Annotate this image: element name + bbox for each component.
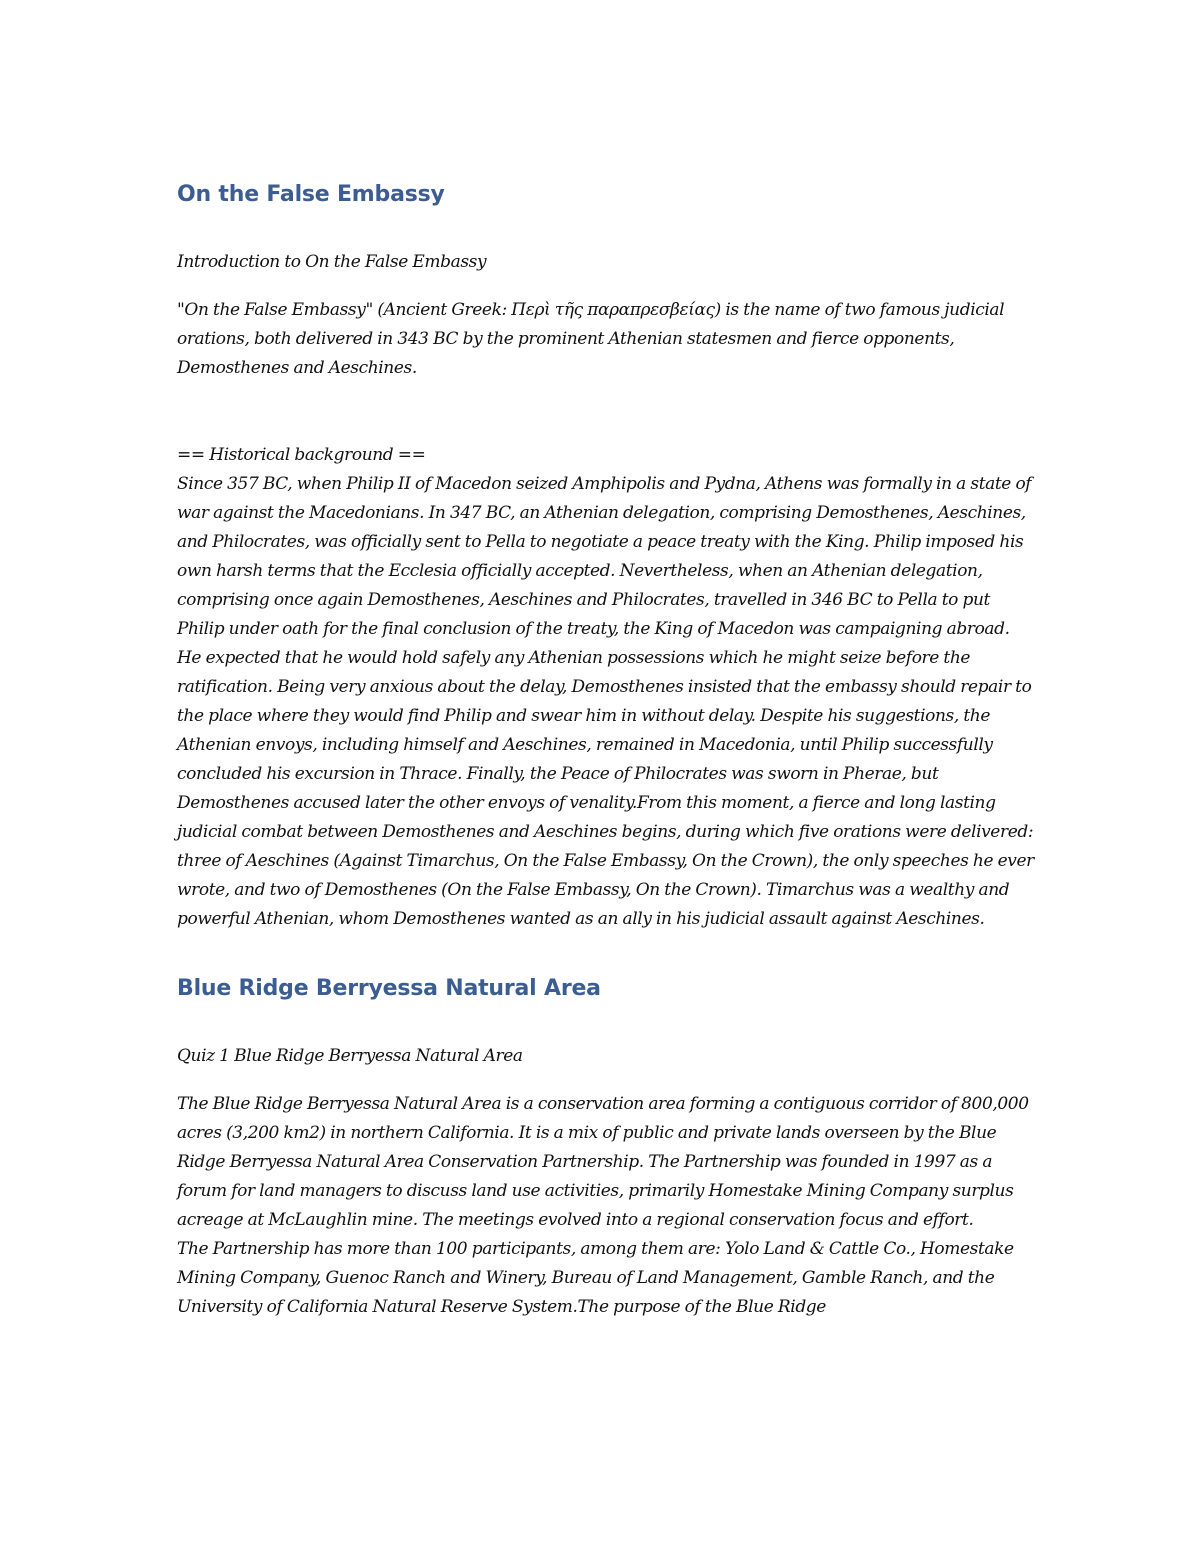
intro-paragraph-false-embassy: "On the False Embassy" (Ancient Greek: Περὶ τῆς παραπρεσβείας) is the name of two famous judicial orations, both delivered in 343 BC by the prominent Athenian statesmen and fierce opponents, Demosthenes and Aeschines. (177, 300, 1005, 378)
section-subtitle-false-embassy: Introduction to On the False Embassy (177, 252, 487, 272)
historical-background-subheading: == Historical background == (177, 445, 426, 465)
section-heading-false-embassy: On the False Embassy (177, 182, 445, 207)
section-heading-blue-ridge: Blue Ridge Berryessa Natural Area (177, 976, 601, 1001)
partnership-paragraph-blue-ridge: The Partnership has more than 100 participants, among them are: Yolo Land & Cattle Co., Homestake Mining Company, Guenoc Ranch and Winery, Bureau of Land Management, Gamble Ranch, and the University of California Natural Reserve System.The purpose of the Blue Ridge (177, 1239, 1014, 1317)
section-subtitle-blue-ridge: Quiz 1 Blue Ridge Berryessa Natural Area (177, 1046, 523, 1066)
intro-paragraph-blue-ridge: The Blue Ridge Berryessa Natural Area is a conservation area forming a contiguous corridor of 800,000 acres (3,200 km2) in northern California. It is a mix of public and private lands overseen by the Blue Ridge Berryessa Natural Area Conservation Partnership. The Partnership was founded in 1997 as a forum for land managers to discuss land use activities, primarily Homestake Mining Company surplus acreage at McLaughlin mine. The meetings evolved into a regional conservation focus and effort. (177, 1094, 1029, 1230)
historical-background-paragraph: Since 357 BC, when Philip II of Macedon seized Amphipolis and Pydna, Athens was formally in a state of war against the Macedonians. In 347 BC, an Athenian delegation, comprising Demosthenes, Aeschines, and Philocrates, was officially sent to Pella to negotiate a peace treaty with the King. Philip imposed his own harsh terms that the Ecclesia officially accepted. Nevertheless, when an Athenian delegation, comprising once again Demosthenes, Aeschines and Philocrates, travelled in 346 BC to Pella to put Philip under oath for the final conclusion of the treaty, the King of Macedon was campaigning abroad. He expected that he would hold safely any Athenian possessions which he might seize before the ratification. Being very anxious about the delay, Demosthenes insisted that the embassy should repair to the place where they would find Philip and swear him in without delay. Despite his suggestions, the Athenian envoys, including himself and Aeschines, remained in Macedonia, until Philip successfully concluded his excursion in Thrace. Finally, the Peace of Philocrates was sworn in Pherae, but Demosthenes accused later the other envoys of venality.From this moment, a fierce and long lasting judicial combat between Demosthenes and Aeschines begins, during which five orations were delivered: three of Aeschines (Against Timarchus, On the False Embassy, On the Crown), the only speeches he ever wrote, and two of Demosthenes (On the False Embassy, On the Crown). Timarchus was a wealthy and powerful Athenian, whom Demosthenes wanted as an ally in his judicial assault against Aeschines. (177, 474, 1034, 929)
document-page (177, 178, 1037, 1322)
